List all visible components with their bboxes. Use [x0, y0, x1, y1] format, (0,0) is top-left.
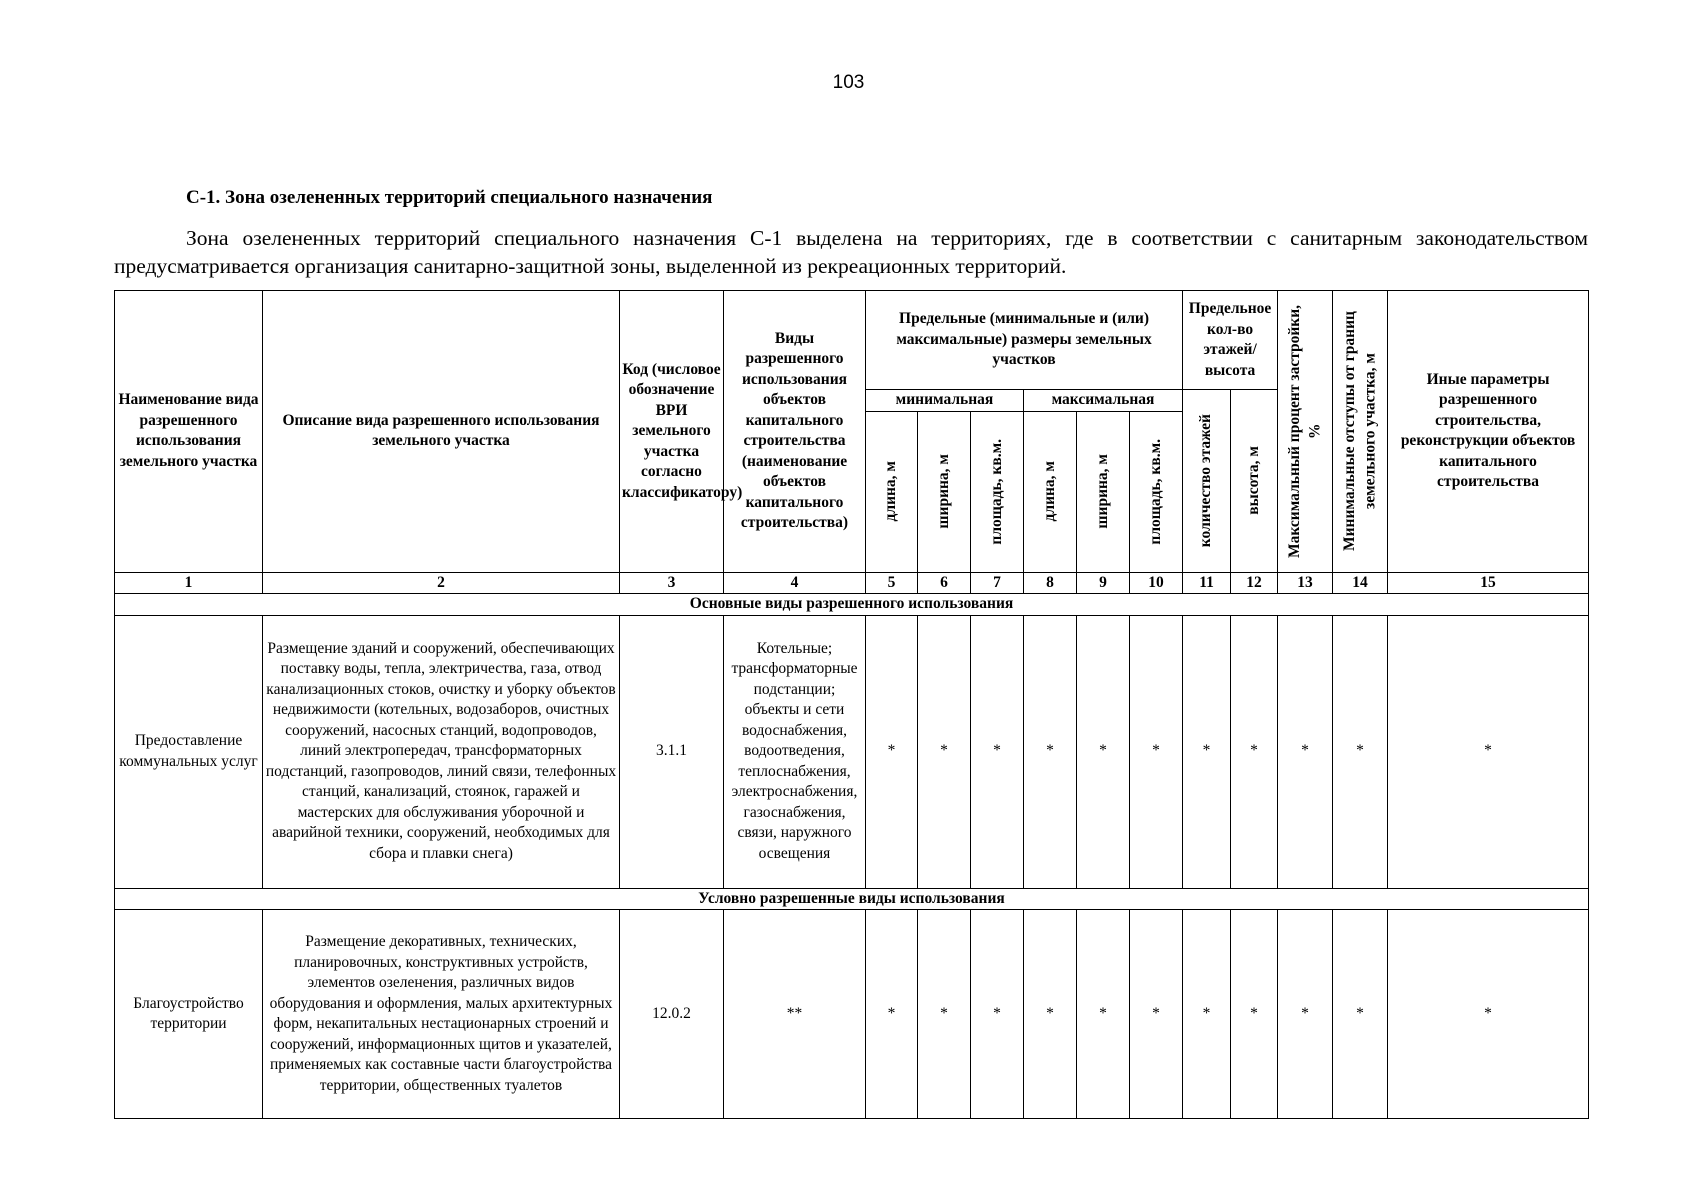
param-cell: *: [1388, 615, 1589, 888]
header-min-length: [866, 411, 918, 572]
param-cell: *: [1024, 615, 1077, 888]
max-length-label: длина, м: [1040, 461, 1058, 522]
table-row: [115, 615, 1589, 888]
row-code: 3.1.1: [620, 615, 724, 888]
max-width-label: ширина, м: [1093, 454, 1111, 529]
header-row-1: [115, 291, 1589, 390]
column-number: 12: [1231, 572, 1278, 594]
column-number: 4: [724, 572, 866, 594]
intro-paragraph: [114, 224, 1588, 280]
min-width-label: ширина, м: [934, 454, 952, 529]
header-max: максимальная: [1024, 390, 1183, 412]
param-cell: *: [1183, 615, 1231, 888]
header-other: Иные параметры разрешенного строительства, реконструкции объектов капитального строительства: [1388, 291, 1589, 573]
header-height: [1231, 390, 1278, 573]
column-number: 1: [115, 572, 263, 594]
param-cell: *: [866, 615, 918, 888]
table-row: [115, 910, 1589, 1119]
height-label: высота, м: [1244, 446, 1262, 516]
param-cell: *: [1333, 615, 1388, 888]
column-number: 6: [918, 572, 971, 594]
header-code: Код (числовое обозначение ВРИ земельного участка согласно классификатору): [620, 291, 724, 573]
build-pct-label: Максимальный процент застройки, %: [1285, 304, 1324, 558]
param-cell: *: [918, 615, 971, 888]
header-max-area: [1130, 411, 1183, 572]
column-number: 5: [866, 572, 918, 594]
param-cell: *: [866, 910, 918, 1119]
header-max-length: [1024, 411, 1077, 572]
param-cell: *: [1130, 910, 1183, 1119]
column-number: 11: [1183, 572, 1231, 594]
max-area-label: площадь, кв.м.: [1146, 438, 1164, 545]
param-cell: *: [971, 910, 1024, 1119]
param-cell: *: [1077, 615, 1130, 888]
row-objects: **: [724, 910, 866, 1119]
section-title: Основные виды разрешенного использования: [115, 594, 1589, 616]
header-setbacks: [1333, 291, 1388, 573]
row-objects: Котельные; трансформаторные подстанции; объекты и сети водоснабжения, водоотведения, теплоснабжения, электроснабжения, газоснабжения, связи, наружного освещения: [724, 615, 866, 888]
row-name: Предоставление коммунальных услуг: [115, 615, 263, 888]
param-cell: *: [1130, 615, 1183, 888]
section-heading: С-1. Зона озелененных территорий специального назначения: [186, 187, 713, 208]
param-cell: *: [1333, 910, 1388, 1119]
column-number: 15: [1388, 572, 1589, 594]
header-limits: Предельные (минимальные и (или) максимальные) размеры земельных участков: [866, 291, 1183, 390]
header-name: Наименование вида разрешенного использования земельного участка: [115, 291, 263, 573]
header-min-area: [971, 411, 1024, 572]
page-number: 103: [832, 72, 865, 93]
param-cell: *: [1077, 910, 1130, 1119]
column-number-row: [115, 572, 1589, 594]
param-cell: *: [1231, 910, 1278, 1119]
column-number: 2: [263, 572, 620, 594]
param-cell: *: [1278, 910, 1333, 1119]
floors-label: количество этажей: [1197, 414, 1215, 548]
header-floors-group: Предельное кол-во этажей/ высота: [1183, 291, 1278, 390]
row-name: Благоустройство территории: [115, 910, 263, 1119]
section-row-main: [115, 594, 1589, 616]
param-cell: *: [1231, 615, 1278, 888]
param-cell: *: [1278, 615, 1333, 888]
section-title: Условно разрешенные виды использования: [115, 888, 1589, 910]
section-row-conditional: [115, 888, 1589, 910]
header-floors: [1183, 390, 1231, 573]
row-code: 12.0.2: [620, 910, 724, 1119]
zone-table: [114, 290, 1589, 1119]
header-min: минимальная: [866, 390, 1024, 412]
param-cell: *: [1183, 910, 1231, 1119]
header-description: Описание вида разрешенного использования земельного участка: [263, 291, 620, 573]
min-area-label: площадь, кв.м.: [987, 438, 1005, 545]
column-number: 8: [1024, 572, 1077, 594]
column-number: 7: [971, 572, 1024, 594]
param-cell: *: [1024, 910, 1077, 1119]
param-cell: *: [1388, 910, 1589, 1119]
min-length-label: длина, м: [882, 461, 900, 522]
row-description: Размещение декоративных, технических, планировочных, конструктивных устройств, элементов озеленения, различных видов оборудования и оформления, малых архитектурных форм, некапитальных нестационарных строений и сооружений, информационных щитов и указателей, применяемых как составные части благоустройства территории, общественных туалетов: [263, 910, 620, 1119]
column-number: 10: [1130, 572, 1183, 594]
intro-text: Зона озелененных территорий специального назначения С-1 выделена на территориях, где в соответствии с санитарным законодательством предусматривается организация санитарно-защитной зоны, выделенной из рекреационных территорий.: [114, 226, 1588, 278]
header-max-width: [1077, 411, 1130, 572]
column-number: 14: [1333, 572, 1388, 594]
column-number: 9: [1077, 572, 1130, 594]
header-build-pct: [1278, 291, 1333, 573]
row-description: Размещение зданий и сооружений, обеспечивающих поставку воды, тепла, электричества, газа, отвод канализационных стоков, очистку и уборку объектов недвижимости (котельных, водозаборов, очистных сооружений, насосных станций, водопроводов, линий электропередач, трансформаторных подстанций, газопроводов, линий связи, телефонных станций, канализаций, стоянок, гаражей и мастерских для обслуживания уборочной и аварийной техники, сооружений, необходимых для сбора и плавки снега): [263, 615, 620, 888]
column-number: 3: [620, 572, 724, 594]
header-objects: Виды разрешенного использования объектов капитального строительства (наименование объектов капитального строительства): [724, 291, 866, 573]
header-min-width: [918, 411, 971, 572]
param-cell: *: [971, 615, 1024, 888]
setbacks-label: Минимальные отступы от границ земельного участка, м: [1340, 311, 1379, 552]
param-cell: *: [918, 910, 971, 1119]
column-number: 13: [1278, 572, 1333, 594]
